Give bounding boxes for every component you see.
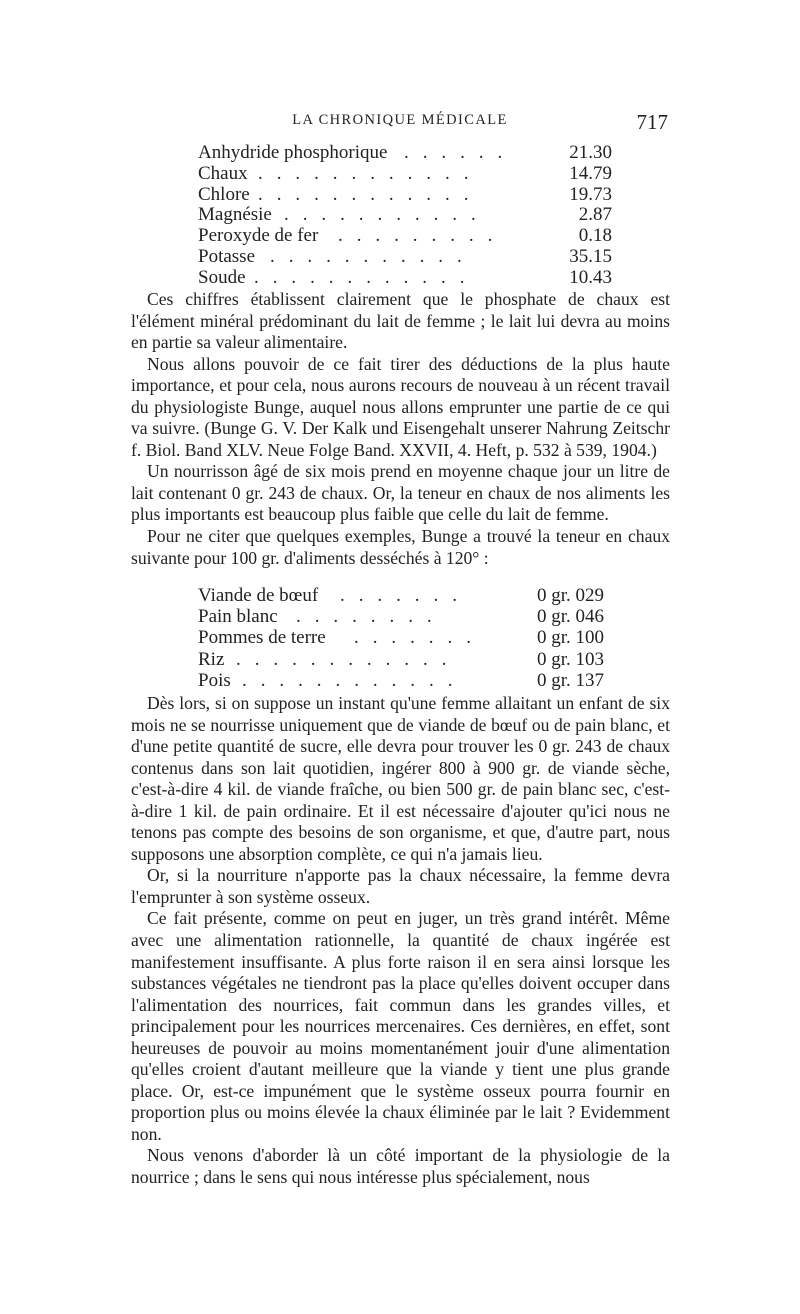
table-row (198, 143, 612, 164)
row-label: Pois (198, 669, 231, 691)
mineral-composition-table (198, 143, 612, 289)
row-label: Viande de bœuf (198, 585, 319, 606)
table-row (198, 226, 612, 247)
row-label: Soude (198, 266, 246, 288)
row-label: Riz (198, 648, 225, 670)
table-row (198, 268, 612, 289)
table-row (198, 185, 612, 206)
row-label: Potasse (198, 245, 255, 267)
leader-dots: . . . . . . . (340, 585, 462, 606)
row-label: Chaux (198, 162, 248, 184)
table-row (198, 649, 604, 670)
row-value: 0 gr. 100 (536, 627, 604, 649)
row-value: 0 gr. 029 (536, 585, 604, 606)
paragraph: Nous venons d'aborder là un côté important de la physiologie de la nourrice ; dans le sens qui nous intéresse plus spécialement, nous (131, 1145, 670, 1188)
paragraph: Or, si la nourriture n'apporte pas la chaux nécessaire, la femme devra l'emprunter à son système osseux. (131, 865, 670, 907)
row-value: 21.30 (569, 142, 612, 163)
row-label: Peroxyde de fer (198, 225, 319, 247)
row-label: Magnésie (198, 204, 272, 226)
row-value: 0.18 (578, 225, 612, 247)
leader-dots: . . . . . . . . . . . (284, 204, 481, 226)
row-label: Pain blanc (198, 606, 278, 628)
leader-dots: . . . . . . . (354, 627, 476, 649)
table-row (198, 585, 604, 606)
row-value: 0 gr. 046 (536, 606, 604, 628)
running-title: LA CHRONIQUE MÉDICALE (292, 112, 508, 128)
leader-dots: . . . . . . . . . . . . (236, 648, 452, 670)
leader-dots: . . . . . . . . . . . . (258, 183, 474, 205)
row-label: Chlore (198, 183, 250, 205)
row-value: 19.73 (569, 183, 612, 205)
paragraph: Un nourrisson âgé de six mois prend en moyenne chaque jour un litre de lait contenant 0 gr. 243 de chaux. Or, la teneur en chaux de nos aliments les plus importants est beaucoup plus faible que celle du lait de femme. (131, 461, 670, 525)
page-header (0, 112, 800, 136)
table-row (198, 205, 612, 226)
body-text-section-1 (131, 289, 670, 569)
leader-dots: . . . . . . . . (296, 606, 437, 628)
leader-dots: . . . . . . . . . . . . (258, 162, 474, 184)
row-label: Anhydride phosphorique (198, 142, 388, 163)
paragraph: Pour ne citer que quelques exemples, Bunge a trouvé la teneur en chaux suivante pour 100 gr. d'aliments desséchés à 120° : (131, 526, 670, 568)
leader-dots: . . . . . . . . . (338, 225, 497, 247)
leader-dots: . . . . . . . . . . . . (254, 266, 470, 288)
paragraph: Nous allons pouvoir de ce fait tirer des déductions de la plus haute importance, et pour cela, nous aurons recours de nouveau à un récent travail du physiologiste Bunge, auquel nous allons emprunter une partie de ce qui va suivre. (Bunge G. V. Der Kalk und Eisengehalt unserer Nahrung Zeitschr f. Biol. Band XLV. Neue Folge Band. XXVII, 4. Heft, p. 532 à 539, 1904.) (131, 353, 670, 460)
table-row (198, 670, 604, 691)
leader-dots: . . . . . . . . . . . . (242, 669, 458, 691)
table-row (198, 247, 612, 268)
row-value: 2.87 (578, 204, 612, 226)
row-value: 0 gr. 137 (536, 669, 604, 691)
table-row (198, 164, 612, 185)
row-value: 35.15 (569, 245, 612, 267)
row-value: 10.43 (569, 266, 612, 288)
paragraph: Dès lors, si on suppose un instant qu'une femme allaitant un enfant de six mois ne se nourrisse uniquement que de viande de bœuf ou de pain blanc, et d'une petite quantité de sucre, elle devra pour trouver les 0 gr. 243 de chaux contenus dans son lait quotidien, ingérer 800 à 900 gr. de viande sèche, c'est-à-dire 4 kil. de viande fraîche, ou bien 500 gr. de pain blanc sec, c'est-à-dire 1 kil. de pain ordinaire. Et il est nécessaire d'ajouter qu'ici nous ne tenons pas compte des besoins de son organisme, et que, d'autre part, nous supposons une absorption complète, ce qui n'a jamais lieu. (131, 693, 670, 864)
leader-dots: . . . . . . . . . . . (270, 245, 467, 267)
leader-dots: . . . . . . (404, 142, 507, 163)
row-value: 14.79 (569, 162, 612, 184)
paragraph: Ce fait présente, comme on peut en juger, un très grand intérêt. Même avec une alimentation rationnelle, la quantité de chaux ingérée est manifestement insuffisante. A plus forte raison il en sera ainsi lorsque les substances végétales ne tiendront pas la place qu'elles doivent occuper dans l'alimentation des nourrices, fait commun dans les grandes villes, et principalement pour les nourrices mercenaires. Ces dernières, en effet, sont heureuses de pouvoir au moins momentanément jouir d'une alimentation qu'elles croient d'autant meilleure que la viande y tient une plus grande place. Or, est-ce impunément que le système osseux pourra fournir en proportion plus ou moins élevée la chaux éliminée par le lait ? Evidemment non. (131, 908, 670, 1144)
body-text-section-2 (131, 693, 670, 1189)
row-label: Pommes de terre (198, 627, 326, 649)
page-number: 717 (636, 110, 668, 134)
paragraph: Ces chiffres établissent clairement que le phosphate de chaux est l'élément minéral prédominant du lait de femme ; le lait lui devra au moins en partie sa valeur alimentaire. (131, 289, 670, 353)
table-row (198, 627, 604, 648)
food-calcium-table (198, 585, 604, 691)
row-value: 0 gr. 103 (536, 648, 604, 670)
table-row (198, 606, 604, 627)
